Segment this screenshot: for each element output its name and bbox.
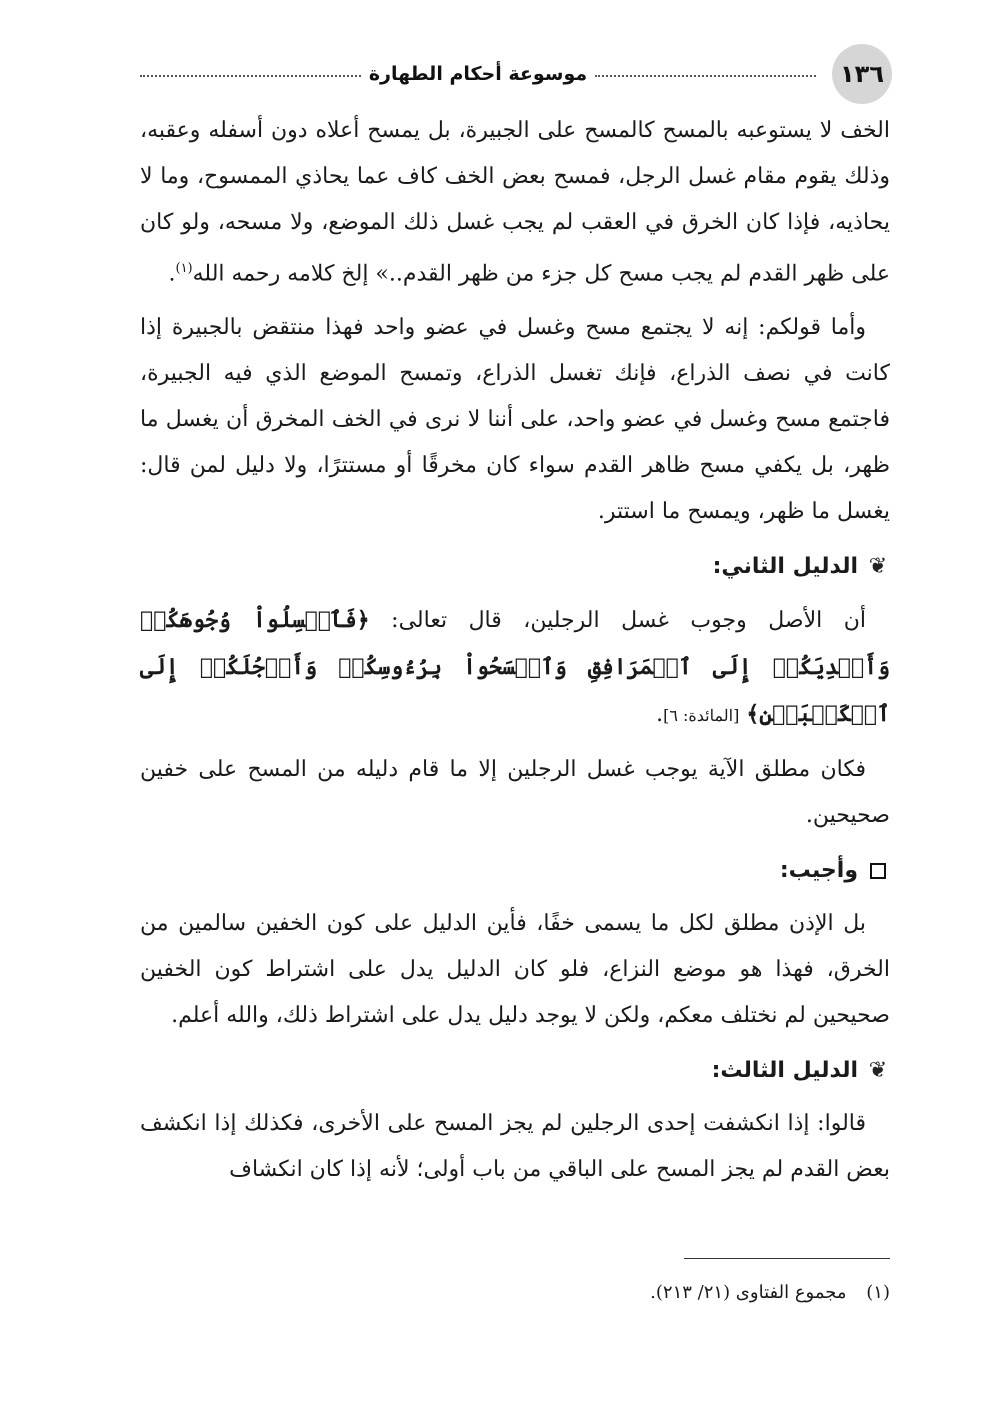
header-title-line	[140, 44, 816, 104]
paragraph-6: قالوا: إذا انكشفت إحدى الرجلين لم يجز المسح على الأخرى، فكذلك إذا انكشف بعض القدم لم يجز المسح على الباقي من باب أولى؛ لأنه إذا كان انكشاف	[140, 1111, 890, 1183]
heading-answer	[140, 847, 890, 895]
paragraph-1	[140, 108, 890, 297]
page-header	[140, 44, 892, 104]
quran-verse: ﴿فَٱغۡسِلُواْ وُجُوهَكُمۡ وَأَيۡدِيَكُمۡ إِلَى ٱلۡمَرَافِقِ وَٱمۡسَحُواْ بِرُءُوسِكُمۡ وَأَرۡجُلَكُمۡ إِلَى ٱلۡكَعۡبَيۡنِ﴾	[140, 607, 890, 728]
paragraph-1-text: الخف لا يستوعبه بالمسح كالمسح على الجبيرة، بل يمسح أعلاه دون أسفله وعقبه، وذلك يقوم مقام غسل الرجل، فمسح بعض الخف كاف عما يحاذي الممسوح، وما لا يحاذيه، فإذا كان الخرق في العقب لم يجب غسل ذلك الموضع، ولا مسحه، ولو كان على ظهر القدم لم يجب مسح كل جزء من ظهر القدم..» إلخ كلامه رحمه الله	[140, 118, 890, 287]
paragraph-3-intro: أن الأصل وجوب غسل الرجلين، قال تعالى:	[369, 608, 866, 634]
paragraph-2: وأما قولكم: إنه لا يجتمع مسح وغسل في عضو واحد فهذا منتقض بالجبيرة إذا كانت في نصف الذراع، فإنك تغسل الذراع، وتمسح الموضع الذي فيه الجبيرة، فاجتمع مسح وغسل في عضو واحد، على أننا لا نرى في الخف المخرق أن يغسل ما ظهر، بل يكفي مسح ظاهر القدم سواء كان مخرقًا أو مستترًا، ولا دليل لمن قال: يغسل ما ظهر، ويمسح ما استتر.	[140, 315, 890, 525]
paragraph-3-end: .	[656, 702, 664, 728]
book-title: موسوعة أحكام الطهارة	[368, 63, 588, 85]
footnote-divider	[684, 1258, 890, 1259]
heading-third-evidence	[140, 1047, 890, 1095]
header-dots-right	[595, 75, 816, 77]
footnote-ref-1[interactable]: (١)	[175, 261, 193, 276]
heading-third-evidence-label: الدليل الثالث:	[711, 1058, 858, 1084]
paragraph-5: بل الإذن مطلق لكل ما يسمى خفًا، فأين الدليل على كون الخفين سالمين من الخرق، فهذا هو موضع النزاع، فلو كان الدليل يدل على اشتراط كون الخفين صحيحين لم نختلف معكم، ولكن لا يوجد دليل يدل على اشتراط ذلك، والله أعلم.	[140, 911, 890, 1029]
footnote-text: مجموع الفتاوى (٢١/ ٢١٣).	[650, 1282, 847, 1303]
leaf-bullet-icon: ❦	[868, 1058, 888, 1084]
page-number: ١٣٦	[832, 44, 892, 104]
paragraph-1-end: .	[168, 261, 176, 287]
heading-answer-label: وأجيب:	[779, 858, 858, 884]
header-dots-left	[140, 75, 361, 77]
paragraph-4: فكان مطلق الآية يوجب غسل الرجلين إلا ما قام دليله من المسح على خفين صحيحين.	[140, 757, 890, 829]
square-box-icon	[866, 859, 890, 883]
footnote	[140, 1278, 890, 1308]
footnote-number: (١)	[866, 1282, 890, 1303]
heading-second-evidence-label: الدليل الثاني:	[712, 554, 858, 580]
leaf-bullet-icon: ❦	[868, 554, 888, 580]
paragraph-3	[140, 597, 890, 739]
verse-reference: [المائدة: ٦]	[663, 706, 740, 726]
heading-second-evidence	[140, 543, 890, 591]
main-text	[140, 108, 890, 1201]
